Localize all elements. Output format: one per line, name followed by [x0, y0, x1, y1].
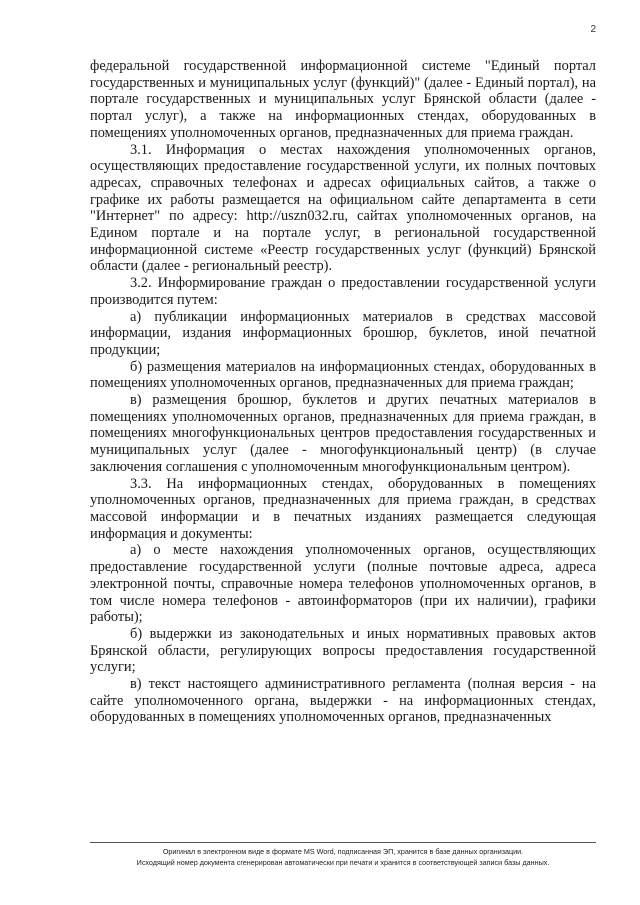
paragraph-3-1: 3.1. Информация о местах нахождения уполномоченных органов, осуществляющих предоставление государственной услуги, их полных почтовых адресах, справочных телефонах и адресах официальных сайтов, а также о графике их работы размещается на официальном сайте департамента в сети "Интернет" по адресу: http://uszn032.ru, сайтах уполномоченных органов, на Едином портале и на портале услуг, в региональной государственной информационной системе «Реестр государственных услуг (функций) Брянской области (далее - региональный реестр).: [90, 141, 596, 275]
paragraph-3-2-c: в) размещения брошюр, буклетов и других печатных материалов в помещениях уполномоченных органов, предназначенных для приема граждан, в помещениях многофункциональных центров предоставления государственных и муниципальных услуг (далее - многофункциональный центр) (в случае заключения соглашения с уполномоченным многофункциональным центром).: [90, 392, 596, 475]
page-number: 2: [590, 24, 596, 35]
paragraph-3-2-a: а) публикации информационных материалов в средствах массовой информации, издания информационных брошюр, буклетов, иной печатной продукции;: [90, 308, 596, 358]
paragraph-3-3-b: б) выдержки из законодательных и иных нормативных правовых актов Брянской области, регулирующих вопросы предоставления государственной услуги;: [90, 625, 596, 676]
paragraph-continuation: федеральной государственной информационной системе "Единый портал государственных и муниципальных услуг (функций)" (далее - Единый портал), на портале государственных и муниципальных услуг Брянской области (далее - портал услуг), а также на информационных стендах, оборудованных в помещениях уполномоченных органов, предназначенных для приема граждан.: [90, 58, 596, 141]
paragraph-3-3: 3.3. На информационных стендах, оборудованных в помещениях уполномоченных органов, предназначенных для приема граждан, в средствах массовой информации и в печатных изданиях размещается следующая информация и документы:: [90, 475, 596, 542]
footer-line-original: Оригинал в электронном виде в формате MS Word, подписанная ЭП, хранится в базе данных организации.: [162, 847, 524, 856]
footer-divider: [90, 842, 596, 843]
paragraph-3-3-a: а) о месте нахождения уполномоченных органов, осуществляющих предоставление государственной услуги (полные почтовые адреса, адреса электронной почты, справочные номера телефонов уполномоченных органов, в том числе номера телефонов - автоинформаторов (при их наличии), графики работы);: [90, 542, 596, 626]
page-footer: [60, 846, 626, 868]
paragraph-3-3-c: в) текст настоящего административного регламента (полная версия - на сайте уполномоченного органа, выдержки - на информационных стендах, оборудованных в помещениях уполномоченных органов, предназначенных: [90, 676, 596, 726]
paragraph-3-2: 3.2. Информирование граждан о предоставлении государственной услуги производится путем:: [90, 275, 596, 308]
footer-line-number: Исходящий номер документа сгенерирован автоматически при печати и хранится в соответствующей записи базы данных.: [136, 858, 550, 867]
paragraph-3-2-b: б) размещения материалов на информационных стендах, оборудованных в помещениях уполномоченных органов, предназначенных для приема граждан;: [90, 358, 596, 392]
document-body: [90, 58, 596, 726]
